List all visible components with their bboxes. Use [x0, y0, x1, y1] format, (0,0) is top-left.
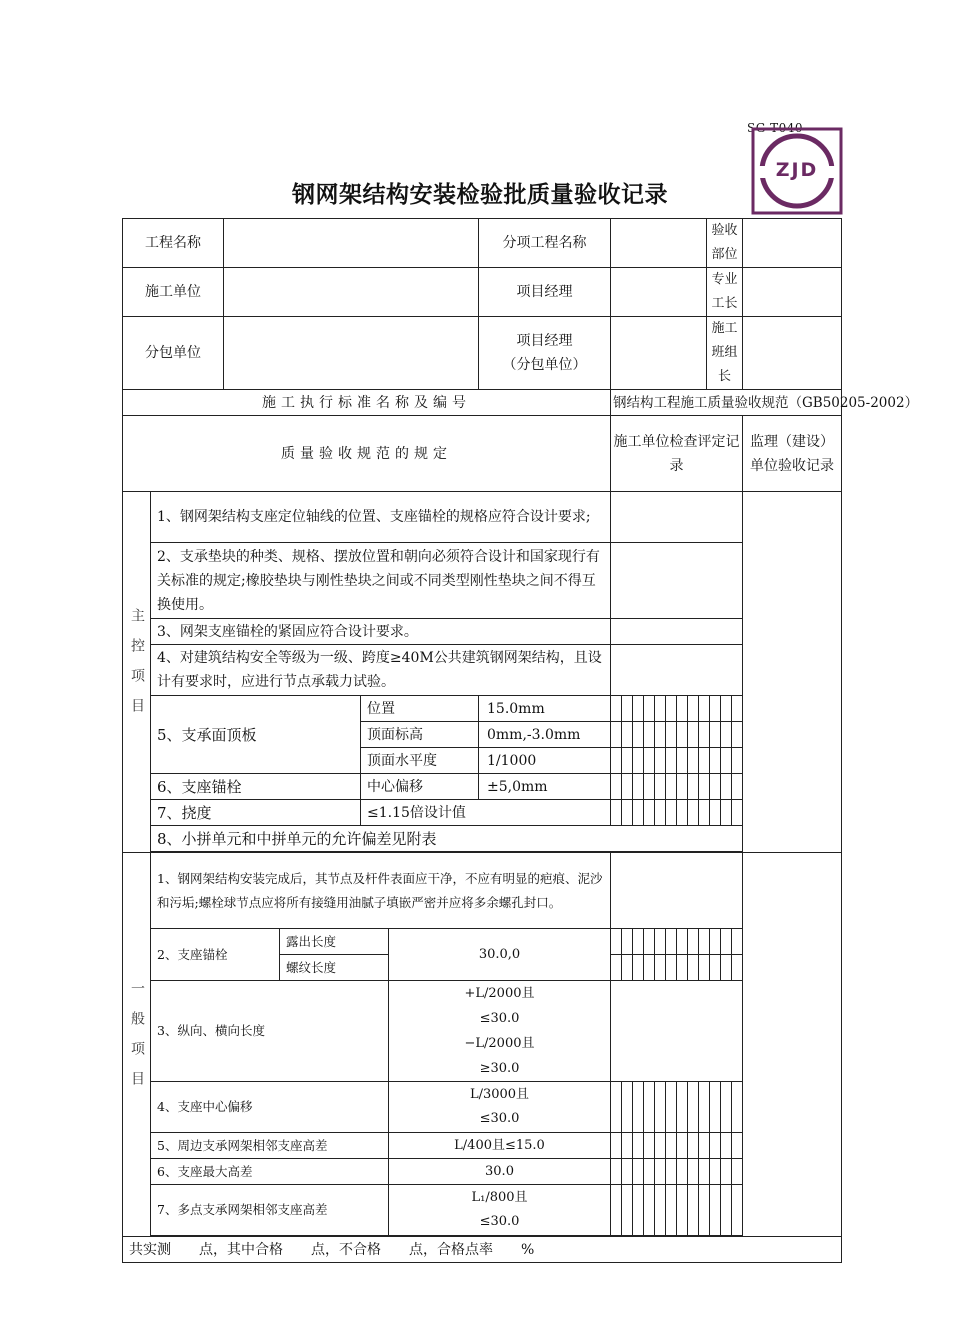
label-professional-foreman: 专业工长 — [707, 268, 743, 317]
measure-grid[interactable] — [611, 981, 743, 1082]
document-title: 钢网架结构安装检验批质量验收记录 — [292, 181, 668, 208]
general-item-3-v3: −L/2000且 — [464, 1036, 535, 1051]
measure-grid[interactable] — [611, 1133, 743, 1159]
general-item-6-label: 6、支座最大高差 — [151, 1159, 389, 1185]
general-item-6-value: 30.0 — [389, 1159, 611, 1185]
label-check-record: 施工单位检查评定记录 — [611, 416, 743, 492]
general-item-4-v2: ≤30.0 — [479, 1111, 520, 1126]
value-sub-project-manager[interactable] — [611, 317, 707, 390]
main-item-6-value: ±5,0mm — [479, 774, 611, 800]
value-team-leader[interactable] — [743, 317, 842, 390]
main-item-5-row3-value: 1/1000 — [479, 748, 611, 774]
value-standard: 钢结构工程施工质量验收规范（GB50205-2002） — [611, 390, 842, 416]
form-code: SG-T040 — [747, 121, 804, 135]
value-project-manager[interactable] — [611, 268, 707, 317]
label-acceptance-location: 验收部位 — [707, 219, 743, 268]
section-general-items: 一般项目 — [123, 853, 151, 1237]
general-item-3-v4: ≥30.0 — [479, 1061, 520, 1076]
main-item-7-value: ≤1.15倍设计值 — [361, 800, 611, 826]
main-item-6-name: 中心偏移 — [361, 774, 479, 800]
label-supervision: 监理（建设）单位验收记录 — [743, 416, 842, 492]
label-construction-unit: 施工单位 — [123, 268, 224, 317]
value-acceptance-location[interactable] — [743, 219, 842, 268]
general-item-4-v1: L/3000且 — [469, 1087, 530, 1102]
label-standard: 施工执行标准名称及编号 — [123, 390, 611, 416]
general-item-2-sub1: 露出长度 — [280, 929, 389, 955]
general-item-5-value: L/400且≤15.0 — [389, 1133, 611, 1159]
value-professional-foreman[interactable] — [743, 268, 842, 317]
main-item-6-label: 6、支座锚栓 — [151, 774, 361, 800]
measure-grid[interactable] — [611, 800, 743, 826]
main-item-5-row1-name: 位置 — [361, 696, 479, 722]
section-main-items: 主控项目 — [123, 492, 151, 853]
general-item-3-v1: +L/2000且 — [464, 986, 535, 1001]
general-item-2-label: 2、支座锚栓 — [151, 929, 280, 981]
value-project-name[interactable] — [224, 219, 479, 268]
general-item-3-label: 3、纵向、横向长度 — [151, 981, 389, 1082]
general-item-4-label: 4、支座中心偏移 — [151, 1082, 389, 1133]
logo-text: ZJD — [775, 159, 819, 181]
label-subcontract-unit: 分包单位 — [123, 317, 224, 390]
main-item-5-row2-name: 顶面标高 — [361, 722, 479, 748]
label-team-leader: 施工班组长 — [707, 317, 743, 390]
main-item-2-record[interactable] — [611, 543, 743, 619]
main-item-2: 2、支承垫块的种类、规格、摆放位置和朝向必须符合设计和国家现行有关标准的规定;橡胶垫块与刚性垫块之间或不同类型刚性垫块之间不得互换使用。 — [151, 543, 611, 619]
measure-grid[interactable] — [611, 774, 743, 800]
main-item-3-record[interactable] — [611, 619, 743, 645]
measure-grid[interactable] — [611, 1185, 743, 1236]
value-construction-unit[interactable] — [224, 268, 479, 317]
main-item-5-label: 5、支承面顶板 — [151, 696, 361, 774]
general-item-2-sub2: 螺纹长度 — [280, 955, 389, 981]
main-item-5-row2-value: 0mm,-3.0mm — [479, 722, 611, 748]
main-item-1: 1、钢网架结构支座定位轴线的位置、支座锚栓的规格应符合设计要求; — [151, 492, 611, 543]
sub-pm-line1: 项目经理 — [516, 333, 573, 349]
measure-grid[interactable] — [611, 1082, 743, 1133]
measure-grid[interactable] — [611, 748, 743, 774]
sub-pm-line2: （分包单位） — [502, 357, 587, 373]
main-item-3: 3、网架支座锚栓的紧固应符合设计要求。 — [151, 619, 611, 645]
main-item-7-label: 7、挠度 — [151, 800, 361, 826]
value-subcontract-unit[interactable] — [224, 317, 479, 390]
measure-grid[interactable] — [611, 696, 743, 722]
label-sub-project-name: 分项工程名称 — [479, 219, 611, 268]
general-item-7-label: 7、多点支承网架相邻支座高差 — [151, 1185, 389, 1236]
label-project-name: 工程名称 — [123, 219, 224, 268]
measure-grid[interactable] — [611, 1159, 743, 1185]
general-item-7-v1: L₁/800且 — [471, 1190, 528, 1205]
label-spec: 质量验收规范的规定 — [123, 416, 611, 492]
measure-grid[interactable] — [611, 722, 743, 748]
general-item-7-v2: ≤30.0 — [479, 1214, 520, 1229]
general-item-1-record[interactable] — [611, 853, 743, 929]
general-item-3-values — [389, 981, 611, 1082]
general-item-5-label: 5、周边支承网架相邻支座高差 — [151, 1133, 389, 1159]
measure-grid[interactable] — [611, 929, 743, 955]
value-sub-project-name[interactable] — [611, 219, 707, 268]
main-item-5-row3-name: 顶面水平度 — [361, 748, 479, 774]
general-item-7-values — [389, 1185, 611, 1236]
acceptance-form-table — [122, 218, 919, 1263]
general-item-1: 1、钢网架结构安装完成后，其节点及杆件表面应干净，不应有明显的疤痕、泥沙和污垢;螺栓球节点应将所有接缝用油腻子填嵌严密并应将多余螺孔封口。 — [151, 853, 611, 929]
label-sub-project-manager — [479, 317, 611, 390]
main-item-4-record[interactable] — [611, 645, 743, 696]
general-item-4-values — [389, 1082, 611, 1133]
summary-row[interactable]: 共实测 点，其中合格 点，不合格 点，合格点率 % — [123, 1237, 842, 1263]
label-project-manager: 项目经理 — [479, 268, 611, 317]
general-item-2-value: 30.0,0 — [389, 929, 611, 981]
main-item-5-row1-value: 15.0mm — [479, 696, 611, 722]
main-item-1-record[interactable] — [611, 492, 743, 543]
main-item-4: 4、对建筑结构安全等级为一级、跨度≥40M公共建筑钢网架结构，且设计有要求时，应进行节点承载力试验。 — [151, 645, 611, 696]
main-item-8: 8、小拼单元和中拼单元的允许偏差见附表 — [151, 826, 743, 852]
general-items-supervision[interactable] — [743, 853, 842, 1237]
main-items-supervision[interactable] — [743, 492, 842, 853]
general-item-3-v2: ≤30.0 — [479, 1011, 520, 1026]
measure-grid[interactable] — [611, 955, 743, 981]
